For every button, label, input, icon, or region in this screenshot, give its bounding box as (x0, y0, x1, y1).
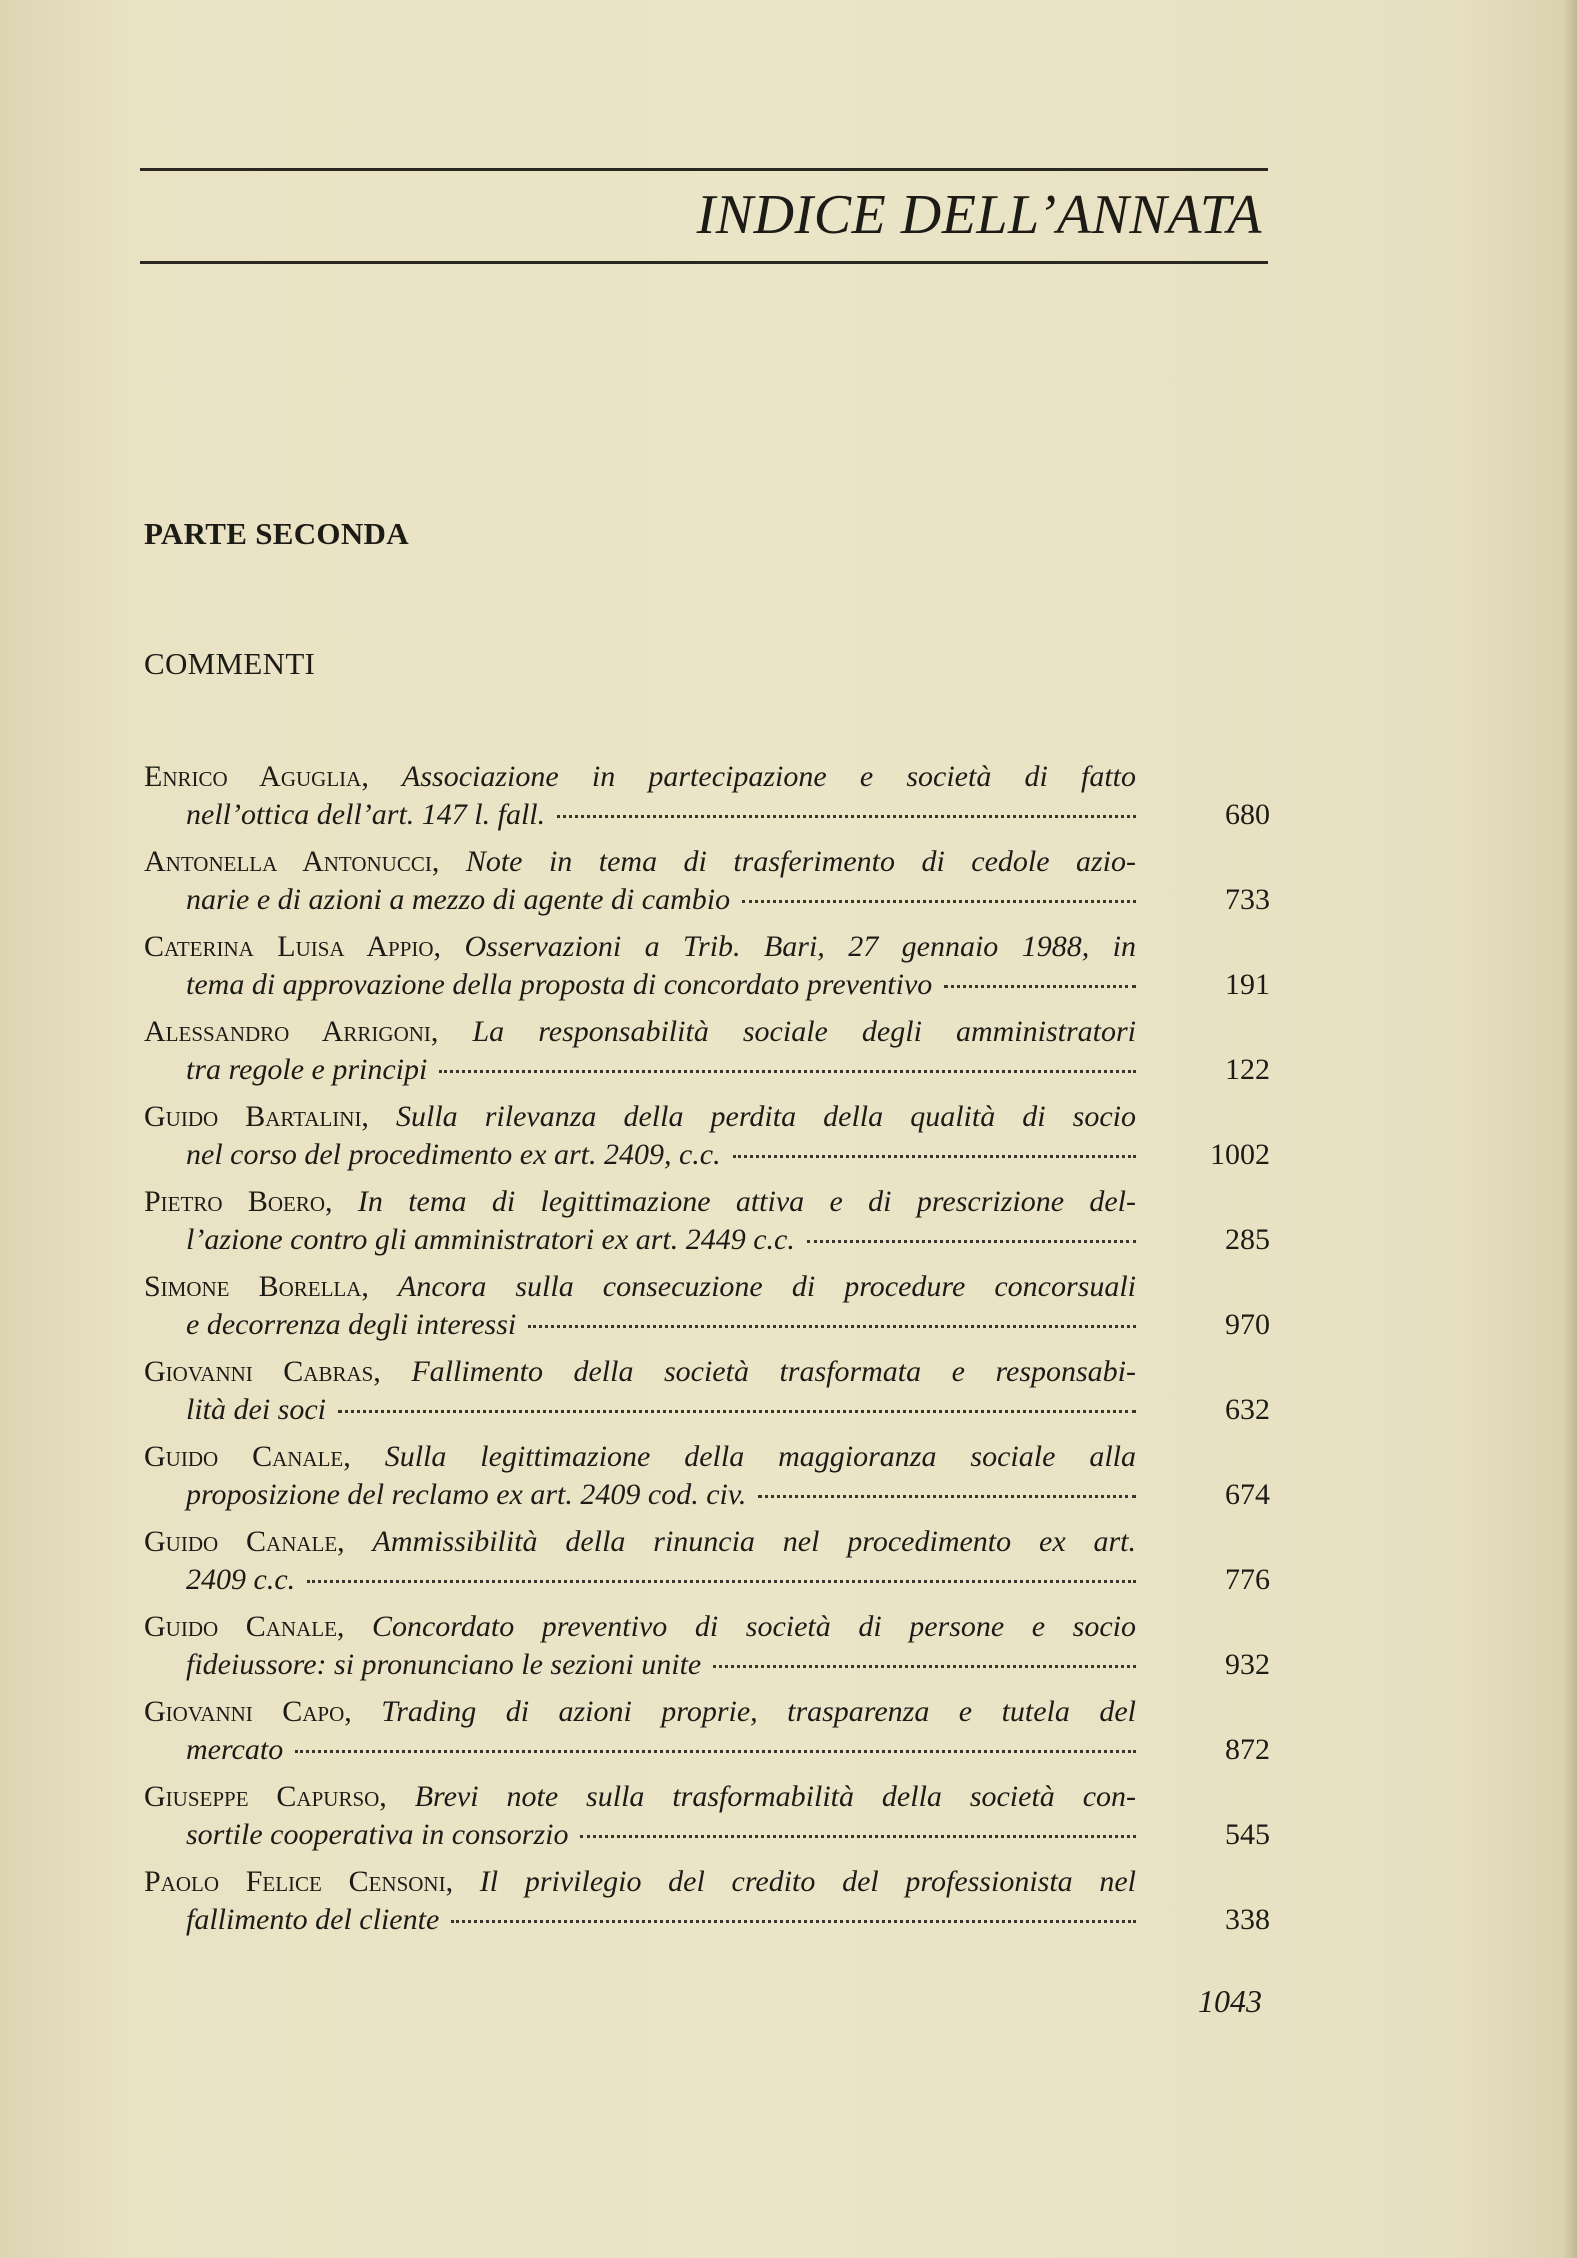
entry-author: Guido Canale, (144, 1610, 345, 1643)
entry-author: Alessandro Arrigoni, (144, 1015, 439, 1048)
part-heading: PARTE SECONDA (144, 516, 409, 551)
entry-page-number: 338 (1225, 1903, 1270, 1936)
header-bottom-rule (140, 261, 1268, 264)
entry-first-line (144, 1608, 1136, 1646)
entry-first-line (144, 1353, 1136, 1391)
section-title: INDICE DELL’ANNATA (696, 184, 1262, 246)
entry-page-number: 970 (1225, 1308, 1270, 1341)
entry-title-line2: nel corso del procedimento ex art. 2409, c.c. (186, 1138, 721, 1171)
entry-first-line (144, 1693, 1136, 1731)
index-entry (144, 1098, 1270, 1183)
entry-second-line (144, 1051, 1136, 1089)
entry-title-line2: tra regole e principi (186, 1053, 428, 1086)
entry-page-number: 733 (1225, 883, 1270, 916)
entry-first-line (144, 1183, 1136, 1221)
entry-author: Guido Canale, (144, 1440, 351, 1473)
entry-title-line2: mercato (186, 1733, 284, 1766)
header-top-rule (140, 168, 1268, 171)
index-entry (144, 1863, 1270, 1948)
dot-leader (307, 1580, 1136, 1583)
index-entry (144, 1268, 1270, 1353)
entry-first-line (144, 843, 1136, 881)
entry-author: Giovanni Capo, (144, 1695, 352, 1728)
dot-leader (944, 985, 1136, 988)
entry-second-line (144, 1731, 1136, 1769)
dot-leader (338, 1410, 1136, 1413)
entry-first-line (144, 1438, 1136, 1476)
entry-first-line (144, 1013, 1136, 1051)
entry-title-line1: Sulla rilevanza della perdita della qualità di socio (396, 1100, 1136, 1133)
dot-leader (557, 815, 1136, 818)
dot-leader (580, 1835, 1136, 1838)
entry-second-line (144, 1306, 1136, 1344)
index-entry (144, 1608, 1270, 1693)
entry-title-line1: Brevi note sulla trasformabilità della società con- (414, 1780, 1136, 1813)
entry-page-number: 122 (1225, 1053, 1270, 1086)
entry-first-line (144, 1098, 1136, 1136)
entry-title-line2: sortile cooperativa in consorzio (186, 1818, 569, 1851)
entry-author: Giuseppe Capurso, (144, 1780, 387, 1813)
dot-leader (733, 1155, 1136, 1158)
entry-page-number: 680 (1225, 798, 1270, 831)
entry-second-line (144, 796, 1136, 834)
entry-title-line2: e decorrenza degli interessi (186, 1308, 517, 1341)
entry-page-number: 674 (1225, 1478, 1270, 1511)
index-entry (144, 1353, 1270, 1438)
entry-second-line (144, 1646, 1136, 1684)
sub-heading: COMMENTI (144, 646, 316, 681)
entry-author: Antonella Antonucci, (144, 845, 440, 878)
entry-title-line2: l’azione contro gli amministratori ex art. 2449 c.c. (186, 1223, 795, 1256)
entry-second-line (144, 1221, 1136, 1259)
entry-author: Enrico Aguglia, (144, 760, 369, 793)
index-entry (144, 758, 1270, 843)
dot-leader (528, 1325, 1136, 1328)
entry-author: Guido Bartalini, (144, 1100, 369, 1133)
entry-title-line1: Osservazioni a Trib. Bari, 27 gennaio 1988, in (464, 930, 1136, 963)
index-entry (144, 1778, 1270, 1863)
entry-title-line1: La responsabilità sociale degli amministratori (472, 1015, 1136, 1048)
entry-title-line1: Sulla legittimazione della maggioranza sociale alla (384, 1440, 1136, 1473)
entry-author: Pietro Boero, (144, 1185, 333, 1218)
entry-title-line1: Trading di azioni proprie, trasparenza e tutela del (381, 1695, 1136, 1728)
dot-leader (758, 1495, 1136, 1498)
index-entry (144, 1438, 1270, 1523)
index-entry (144, 1523, 1270, 1608)
entry-title-line1: Concordato preventivo di società di persone e socio (371, 1610, 1136, 1643)
entry-page-number: 285 (1225, 1223, 1270, 1256)
entry-author: Giovanni Cabras, (144, 1355, 381, 1388)
entry-title-line1: Note in tema di trasferimento di cedole azio- (465, 845, 1136, 878)
entry-title-line1: Ancora sulla consecuzione di procedure concorsuali (398, 1270, 1136, 1303)
index-entry (144, 928, 1270, 1013)
entry-second-line (144, 1816, 1136, 1854)
dot-leader (451, 1920, 1136, 1923)
entry-author: Simone Borella, (144, 1270, 369, 1303)
entry-title-line1: Ammissibilità della rinuncia nel procedimento ex art. (372, 1525, 1136, 1558)
entry-first-line (144, 1268, 1136, 1306)
entry-title-line2: fideiussore: si pronunciano le sezioni unite (186, 1648, 702, 1681)
entry-second-line (144, 1136, 1136, 1174)
entry-first-line (144, 1523, 1136, 1561)
entry-title-line2: narie e di azioni a mezzo di agente di cambio (186, 883, 731, 916)
entry-second-line (144, 966, 1136, 1004)
dot-leader (742, 900, 1136, 903)
entry-second-line (144, 1476, 1136, 1514)
index-entries (144, 758, 1270, 1948)
entry-title-line2: lità dei soci (186, 1393, 326, 1426)
entry-page-number: 191 (1225, 968, 1270, 1001)
entry-title-line2: nell’ottica dell’art. 147 l. fall. (186, 798, 546, 831)
dot-leader (807, 1240, 1136, 1243)
entry-first-line (144, 758, 1136, 796)
entry-title-line1: Associazione in partecipazione e società di fatto (402, 760, 1136, 793)
entry-page-number: 1002 (1210, 1138, 1270, 1171)
entry-second-line (144, 881, 1136, 919)
entry-title-line2: fallimento del cliente (186, 1903, 440, 1936)
entry-second-line (144, 1561, 1136, 1599)
entry-second-line (144, 1391, 1136, 1429)
entry-first-line (144, 1863, 1136, 1901)
dot-leader (295, 1750, 1136, 1753)
entry-title-line2: tema di approvazione della proposta di concordato preventivo (186, 968, 933, 1001)
entry-first-line (144, 1778, 1136, 1816)
entry-page-number: 545 (1225, 1818, 1270, 1851)
entry-title-line2: proposizione del reclamo ex art. 2409 cod. civ. (186, 1478, 747, 1511)
entry-title-line1: Il privilegio del credito del professionista nel (479, 1865, 1136, 1898)
page-edge-shadow (1563, 0, 1577, 2258)
entry-title-line1: Fallimento della società trasformata e responsabi- (411, 1355, 1136, 1388)
entry-title-line1: In tema di legittimazione attiva e di prescrizione del- (357, 1185, 1136, 1218)
dot-leader (713, 1665, 1136, 1668)
entry-author: Paolo Felice Censoni, (144, 1865, 454, 1898)
index-entry (144, 1183, 1270, 1268)
entry-page-number: 932 (1225, 1648, 1270, 1681)
page-number: 1043 (1198, 1983, 1262, 2019)
entry-first-line (144, 928, 1136, 966)
dot-leader (439, 1070, 1136, 1073)
entry-page-number: 776 (1225, 1563, 1270, 1596)
entry-second-line (144, 1901, 1136, 1939)
entry-author: Guido Canale, (144, 1525, 345, 1558)
index-entry (144, 1693, 1270, 1778)
index-entry (144, 843, 1270, 928)
entry-page-number: 872 (1225, 1733, 1270, 1766)
index-entry (144, 1013, 1270, 1098)
entry-page-number: 632 (1225, 1393, 1270, 1426)
running-header (140, 168, 1268, 264)
entry-title-line2: 2409 c.c. (186, 1563, 296, 1596)
entry-author: Caterina Luisa Appio, (144, 930, 442, 963)
